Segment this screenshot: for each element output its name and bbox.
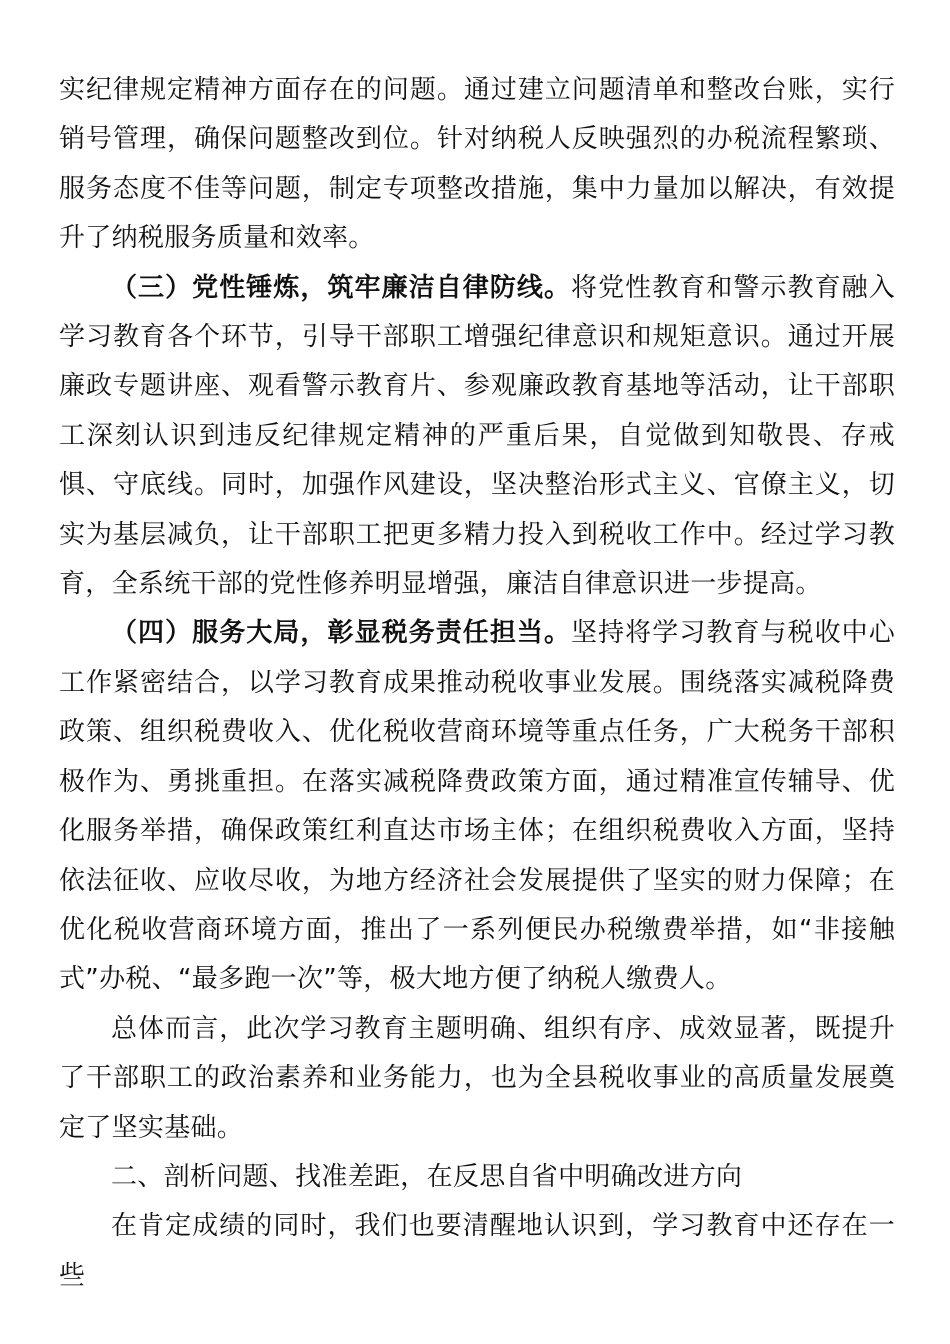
paragraph-section-two-intro: 在肯定成绩的同时，我们也要清醒地认识到，学习教育中还存在一些 (59, 1211, 895, 1291)
section-four-body: 坚持将学习教育与税收中心工作紧密结合，以学习教育成果推动税收事业发展。围绕落实减税降费政策、组织税费收入、优化税收营商环境等重点任务，广大税务干部积极作为、勇挑重担。在落实减税降费政策方面，通过精准宣传辅导、优化服务举措，确保政策红利直达市场主体；在组织税费收入方面，坚持依法征收、应收尽收，为地方经济社会发展提供了坚实的财力保障；在优化税收营商环境方面，推出了一系列便民办税缴费举措，如“非接触式”办税、“最多跑一次”等，极大地方便了纳税人缴费人。 (59, 618, 895, 995)
section-three-body: 将党性教育和警示教育融入学习教育各个环节，引导干部职工增强纪律意识和规矩意识。通过开展廉政专题讲座、观看警示教育片、参观廉政教育基地等活动，让干部职工深刻认识到违反纪律规定精神的严重后果，自觉做到知敬畏、存戒惧、守底线。同时，加强作风建设，坚决整治形式主义、官僚主义，切实为基层减负，让干部职工把更多精力投入到税收工作中。经过学习教育，全系统干部的党性修养明显增强，廉洁自律意识进一步提高。 (59, 272, 895, 600)
paragraph-section-four (59, 609, 895, 1004)
section-four-heading: （四）服务大局，彰显税务责任担当。 (111, 618, 572, 649)
section-two-title: 二、剖析问题、找准差距，在反思自省中明确改进方向 (111, 1161, 743, 1192)
section-three-heading: （三）党性锤炼，筑牢廉洁自律防线。 (111, 272, 572, 303)
document-page (59, 66, 895, 1301)
paragraph-summary: 总体而言，此次学习教育主题明确、组织有序、成效显著，既提升了干部职工的政治素养和业务能力，也为全县税收事业的高质量发展奠定了坚实基础。 (59, 1013, 895, 1143)
paragraph-continuation: 实纪律规定精神方面存在的问题。通过建立问题清单和整改台账，实行销号管理，确保问题整改到位。针对纳税人反映强烈的办税流程繁琐、服务态度不佳等问题，制定专项整改措施，集中力量加以解决，有效提升了纳税服务质量和效率。 (59, 75, 895, 254)
paragraph-section-three (59, 264, 895, 610)
